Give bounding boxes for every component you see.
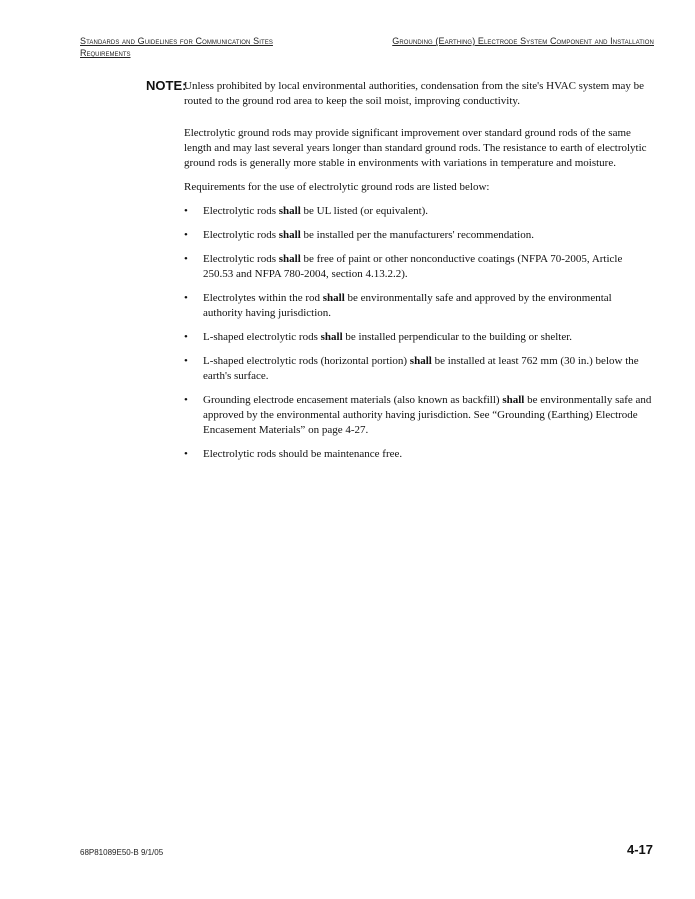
list-item: • Grounding electrode encasement materials (also known as backfill) shall be environmentally safe and approved by the environmental authority having jurisdiction. See “Grounding (Earthing) Electrode Encasement Materials” on page 4-27. xyxy=(184,394,652,436)
bullet-icon: • xyxy=(184,253,188,265)
body-text xyxy=(184,126,652,471)
bullet-icon: • xyxy=(184,331,188,343)
running-header-left: Standards and Guidelines for Communication Sites xyxy=(80,36,273,46)
list-item: • L-shaped electrolytic rods (horizontal portion) shall be installed at least 762 mm (30 in.) below the earth's surface. xyxy=(184,355,639,382)
requirements-list xyxy=(184,204,652,462)
bullet-icon: • xyxy=(184,205,188,217)
bullet-icon: • xyxy=(184,292,188,304)
note-label: NOTE: xyxy=(146,78,187,93)
bullet-icon: • xyxy=(184,448,188,460)
bullet-icon: • xyxy=(184,394,188,406)
paragraph-requirements-lead: Requirements for the use of electrolytic ground rods are listed below: xyxy=(184,181,490,193)
list-item: • Electrolytes within the rod shall be environmentally safe and approved by the environmental authority having jurisdiction. xyxy=(184,292,612,319)
list-item: • Electrolytic rods shall be free of paint or other nonconductive coatings (NFPA 70-2005, Article 250.53 and NFPA 780-2004, section 4.13.2.2). xyxy=(184,253,623,280)
running-header-left-continued: Requirements xyxy=(80,48,131,58)
list-item: • Electrolytic rods shall be installed per the manufacturers' recommendation. xyxy=(184,229,534,241)
paragraph-electrolytic-intro: Electrolytic ground rods may provide significant improvement over standard ground rods of the same length and may last several years longer than standard ground rods. The resistance to earth of electrolytic ground rods is generally more stable in environments with variations in temperature and moisture. xyxy=(184,127,647,169)
bullet-icon: • xyxy=(184,229,188,241)
page-number: 4-17 xyxy=(626,842,653,857)
running-header-right: Grounding (Earthing) Electrode System Component and Installation xyxy=(392,36,654,46)
note-text: Unless prohibited by local environmental authorities, condensation from the site's HVAC system may be routed to the ground rod area to keep the soil moist, improving conductivity. xyxy=(184,80,645,107)
note-block xyxy=(146,79,651,109)
list-item: • L-shaped electrolytic rods shall be installed perpendicular to the building or shelter. xyxy=(184,331,573,343)
document-id: 68P81089E50-B 9/1/05 xyxy=(80,848,164,857)
list-item: • Electrolytic rods shall be UL listed (or equivalent). xyxy=(184,205,429,217)
bullet-icon: • xyxy=(184,355,188,367)
list-item: • Electrolytic rods should be maintenance free. xyxy=(184,448,403,460)
